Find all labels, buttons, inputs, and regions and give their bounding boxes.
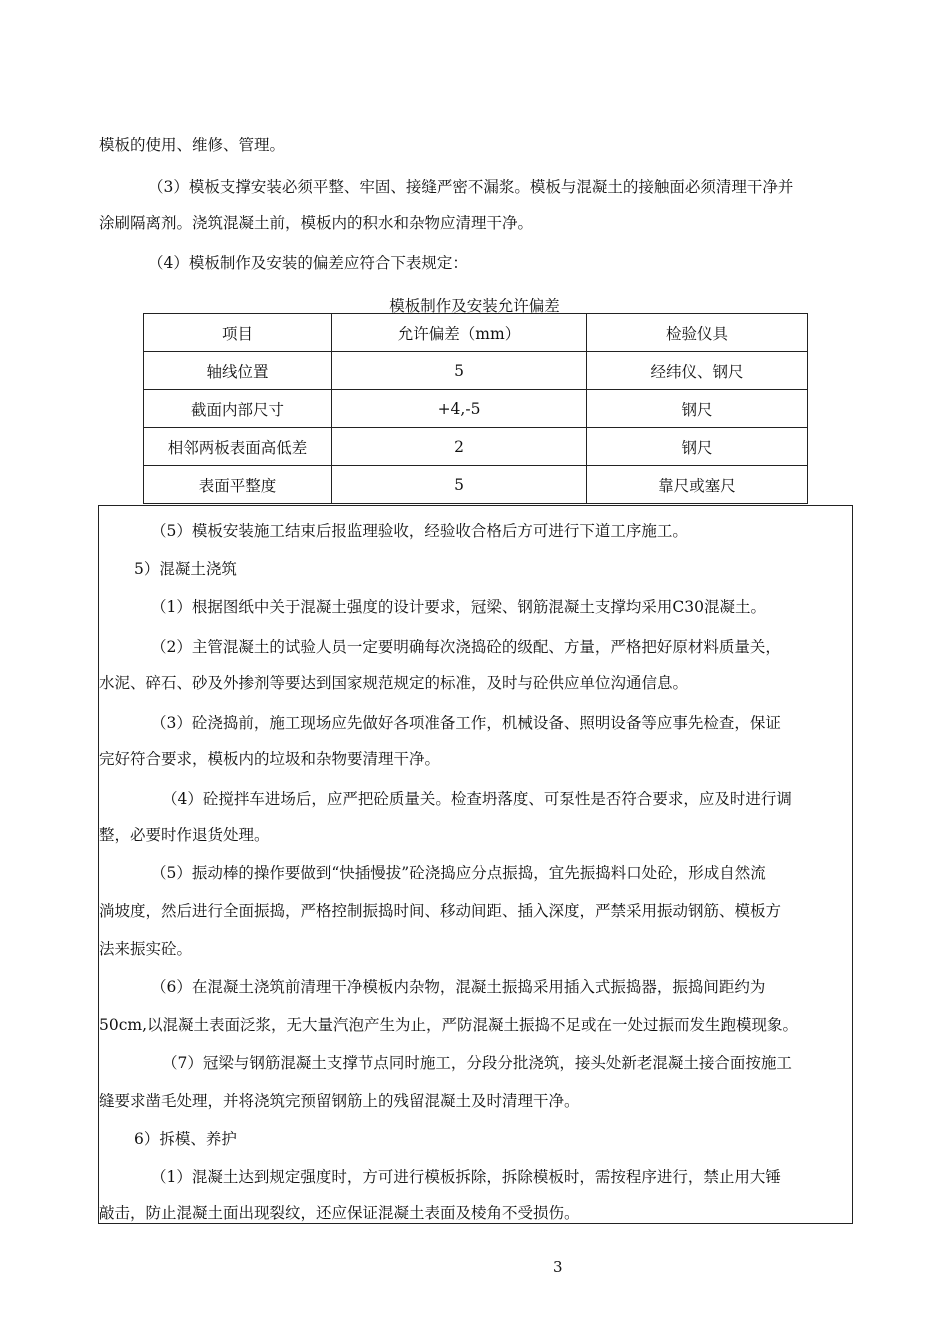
table-cell: +4,-5 (332, 390, 587, 428)
table-cell: 相邻两板表面高低差 (144, 428, 332, 466)
item5-text: （5）模板安装施工结束后报监理验收，经验收合格后方可进行下道工序施工。 (151, 522, 688, 540)
table-cell: 经纬仪、钢尺 (587, 352, 808, 390)
table-cell: 钢尺 (587, 428, 808, 466)
table-row (144, 352, 808, 390)
concrete-item3-line2: 完好符合要求，模板内的垃圾和杂物要清理干净。 (99, 750, 441, 768)
intro-line: 模板的使用、维修、管理。 (99, 136, 286, 154)
table-cell: 5 (332, 352, 587, 390)
content-box (98, 505, 853, 1224)
concrete-item5-line2: 淌坡度，然后进行全面振捣，严格控制振捣时间、移动间距、插入深度，严禁采用振动钢筋、模板方 (99, 902, 782, 920)
table-row (144, 428, 808, 466)
concrete-item2-line1: （2）主管混凝土的试验人员一定要明确每次浇捣砼的级配、方量，严格把好原材料质量关， (151, 638, 781, 656)
table-cell: 5 (332, 466, 587, 504)
table-cell: 靠尺或塞尺 (587, 466, 808, 504)
concrete-item7-line2: 缝要求凿毛处理，并将浇筑完预留钢筋上的残留混凝土及时清理干净。 (99, 1092, 580, 1110)
table-header-row (144, 314, 808, 352)
table-cell: 轴线位置 (144, 352, 332, 390)
item3-line1: （3）模板支撑安装必须平整、牢固、接缝严密不漏浆。模板与混凝土的接触面必须清理干净并 (148, 178, 794, 196)
removal-item1-line1: （1）混凝土达到规定强度时，方可进行模板拆除，拆除模板时，需按程序进行，禁止用大锤 (151, 1168, 781, 1186)
page-number: 3 (553, 1258, 563, 1276)
item3-line2: 涂刷隔离剂。浇筑混凝土前，模板内的积水和杂物应清理干净。 (99, 214, 534, 232)
concrete-item2-line2: 水泥、碎石、砂及外掺剂等要达到国家规范规定的标准，及时与砼供应单位沟通信息。 (99, 674, 689, 692)
header-cell: 项目 (144, 314, 332, 352)
concrete-item1: （1）根据图纸中关于混凝土强度的设计要求，冠梁、钢筋混凝土支撑均采用C30混凝土。 (151, 598, 766, 616)
concrete-item4-line2: 整，必要时作退货处理。 (99, 826, 270, 844)
table-cell: 表面平整度 (144, 466, 332, 504)
concrete-item6-line2: 50cm,以混凝土表面泛浆，无大量汽泡产生为止，严防混凝土振捣不足或在一处过振而发生跑模现象。 (99, 1016, 799, 1034)
table-cell: 2 (332, 428, 587, 466)
item4-text: （4）模板制作及安装的偏差应符合下表规定： (148, 254, 468, 272)
concrete-item6-line1: （6）在混凝土浇筑前清理干净模板内杂物，混凝土振捣采用插入式振捣器，振捣间距约为 (151, 978, 766, 996)
table-title: 模板制作及安装允许偏差 (389, 297, 560, 315)
concrete-item7-line1: （7）冠梁与钢筋混凝土支撑节点同时施工，分段分批浇筑，接头处新老混凝土接合面按施工 (162, 1054, 792, 1072)
table-cell: 截面内部尺寸 (144, 390, 332, 428)
section-heading-formwork-removal: 6）拆模、养护 (134, 1130, 237, 1148)
concrete-item5-line3: 法来振实砼。 (99, 940, 193, 958)
table-row (144, 390, 808, 428)
concrete-item5-line1: （5）振动棒的操作要做到“快插慢拔”砼浇捣应分点振捣，宜先振捣料口处砼，形成自然流 (151, 864, 766, 882)
header-cell: 检验仪具 (587, 314, 808, 352)
header-cell: 允许偏差（mm） (332, 314, 587, 352)
table-row (144, 466, 808, 504)
tolerance-table (143, 313, 808, 504)
concrete-item3-line1: （3）砼浇捣前，施工现场应先做好各项准备工作，机械设备、照明设备等应事先检查，保证 (151, 714, 781, 732)
removal-item1-line2: 敲击，防止混凝土面出现裂纹，还应保证混凝土表面及棱角不受损伤。 (99, 1204, 580, 1222)
table-cell: 钢尺 (587, 390, 808, 428)
section-heading-concrete: 5）混凝土浇筑 (134, 560, 237, 578)
concrete-item4-line1: （4）砼搅拌车进场后，应严把砼质量关。检查坍落度、可泵性是否符合要求，应及时进行调 (162, 790, 792, 808)
